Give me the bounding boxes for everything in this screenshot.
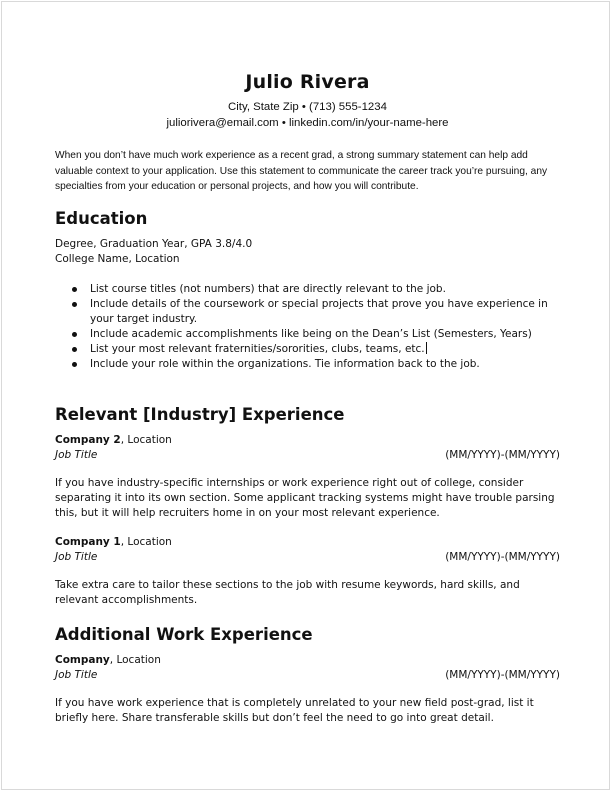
- job-entry: [55, 653, 560, 726]
- bullet-icon: [72, 302, 77, 307]
- company-location: , Location: [120, 434, 172, 446]
- job-entry: [55, 535, 560, 608]
- bullet-icon: [72, 287, 77, 292]
- bullet-text: Include academic accomplishments like being on the Dean’s List (Semesters, Years): [90, 328, 532, 340]
- candidate-name: Julio Rivera: [245, 71, 370, 93]
- job-description: If you have industry-specific internships or work experience right out of college, consider separating it into its own section. Some applicant tracking systems might have trouble parsing this, but it will help recruiters home in on your most relevant experience.: [55, 477, 555, 519]
- list-item: [55, 342, 560, 357]
- education-details: [55, 237, 252, 267]
- job-title: Job Title: [55, 551, 98, 563]
- contact-email-linkedin: juliorivera@email.com • linkedin.com/in/your-name-here: [166, 117, 449, 129]
- section-title-relevant-experience: Relevant [Industry] Experience: [55, 405, 345, 424]
- section-title-education: Education: [55, 209, 148, 228]
- job-dates: (MM/YYYY)-(MM/YYYY): [445, 669, 560, 681]
- company-name: Company: [55, 654, 110, 666]
- education-bullet-list: [55, 282, 560, 372]
- company-line: [55, 535, 560, 550]
- list-item: [55, 357, 560, 372]
- text-cursor: [426, 342, 427, 354]
- job-description: Take extra care to tailor these sections to the job with resume keywords, hard skills, and relevant accomplishments.: [55, 579, 520, 606]
- job-description: If you have work experience that is completely unrelated to your new field post-grad, list it briefly here. Share transferable skills but don’t feel the need to go into great detail.: [55, 697, 534, 724]
- job-title: Job Title: [55, 449, 98, 461]
- bullet-text: Include your role within the organizations. Tie information back to the job.: [90, 358, 480, 370]
- college-line: College Name, Location: [55, 253, 180, 265]
- job-entry: [55, 433, 560, 521]
- bullet-text: List course titles (not numbers) that are directly relevant to the job.: [90, 283, 446, 295]
- bullet-text: Include details of the coursework or special projects that prove you have experience in your target industry.: [90, 298, 548, 325]
- title-line: [55, 550, 560, 565]
- summary-statement: When you don’t have much work experience as a recent grad, a strong summary statement can help add valuable context to your application. Use this statement to communicate the career track you’re pursuing, any specialties from your education or personal projects, and how you will contribute.: [55, 150, 548, 192]
- company-line: [55, 433, 560, 448]
- degree-line: Degree, Graduation Year, GPA 3.8/4.0: [55, 238, 253, 250]
- bullet-text: List your most relevant fraternities/sororities, clubs, teams, etc.: [90, 343, 425, 355]
- bullet-icon: [72, 332, 77, 337]
- job-title: Job Title: [55, 669, 98, 681]
- title-line: [55, 448, 560, 463]
- contact-address-phone: City, State Zip • (713) 555-1234: [228, 101, 387, 113]
- list-item: [55, 282, 560, 297]
- company-name: Company 1: [55, 536, 121, 548]
- company-location: , Location: [120, 536, 172, 548]
- section-title-additional-experience: Additional Work Experience: [55, 625, 313, 644]
- bullet-icon: [72, 362, 77, 367]
- company-name: Company 2: [55, 434, 121, 446]
- company-line: [55, 653, 560, 668]
- title-line: [55, 668, 560, 683]
- company-location: , Location: [109, 654, 161, 666]
- bullet-icon: [72, 347, 77, 352]
- list-item: [55, 327, 560, 342]
- list-item: [55, 297, 560, 327]
- job-dates: (MM/YYYY)-(MM/YYYY): [445, 449, 560, 461]
- job-dates: (MM/YYYY)-(MM/YYYY): [445, 551, 560, 563]
